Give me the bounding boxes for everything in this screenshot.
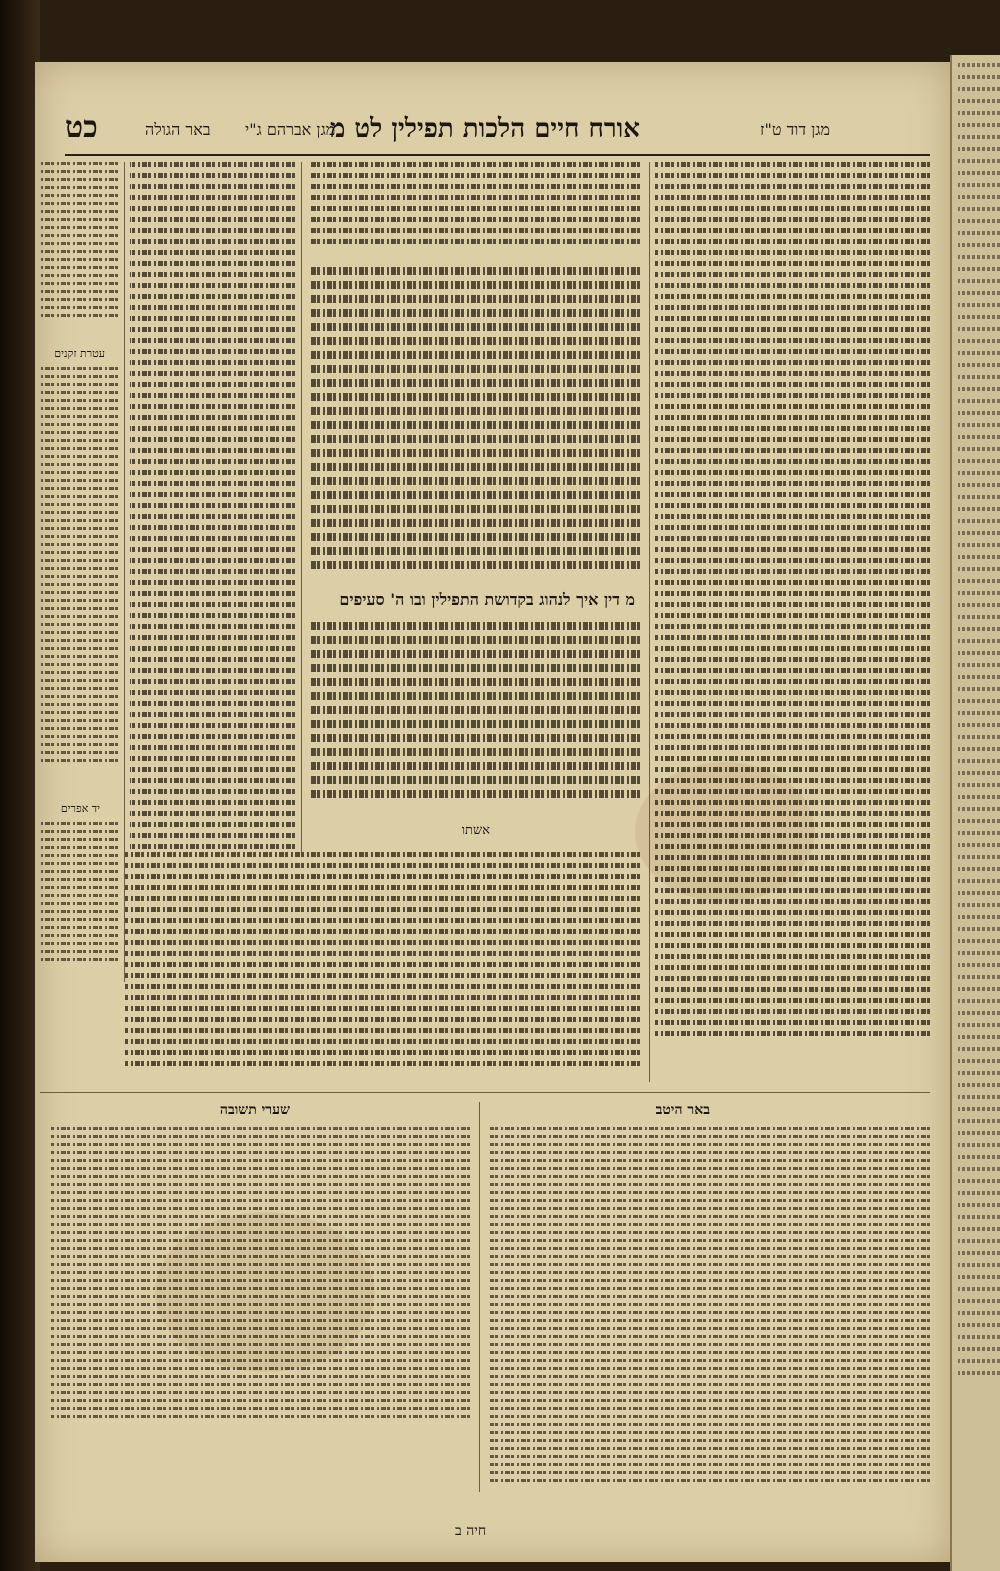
- folio-number: כט: [65, 110, 98, 145]
- beer-heitev-commentary: [490, 1127, 930, 1487]
- magen-avraham-commentary: [130, 162, 295, 862]
- facing-page-edge: [950, 55, 1000, 1571]
- book-page: [35, 62, 950, 1562]
- column-rule: [301, 162, 302, 852]
- section-divider: [40, 1092, 930, 1093]
- main-text-siman-40: [310, 622, 640, 817]
- column-rule: [479, 1102, 480, 1492]
- page-title: אורח חיים הלכות תפילין לט מ: [329, 114, 640, 144]
- siman-40-heading: מ דין איך לנהוג בקדושת התפילין ובו ה' סעיפים: [339, 590, 635, 609]
- main-text-siman-39: [310, 267, 640, 577]
- lower-commentary: [125, 852, 640, 1082]
- ateret-zekenim-heading: עטרת זקנים: [54, 347, 105, 360]
- catchword-main: אשתו: [461, 823, 490, 838]
- running-header: [65, 110, 930, 156]
- main-text-siman-39-top: [310, 162, 640, 257]
- shaarei-teshuva-commentary: [50, 1127, 470, 1427]
- ateret-zekenim-notes: [40, 367, 118, 787]
- shaarei-teshuva-heading: שערי תשובה: [219, 1102, 290, 1118]
- mogen-david-label: מגן דוד ט"ז: [760, 120, 830, 139]
- beer-hagolah-notes: [40, 162, 118, 332]
- column-rule: [649, 162, 650, 1082]
- yad-efraim-heading: יד אפרים: [60, 802, 100, 815]
- mogen-avraham-label: מגן אברהם ג"י: [245, 120, 336, 139]
- printer-signature: חיה ב: [455, 1523, 487, 1539]
- beer-hagolah-label: באר הגולה: [145, 120, 211, 139]
- book-binding-shadow: [0, 0, 40, 1571]
- yad-efraim-notes: [40, 822, 118, 982]
- taz-commentary: [655, 162, 930, 1082]
- beer-heitev-heading: באר היטב: [655, 1102, 710, 1118]
